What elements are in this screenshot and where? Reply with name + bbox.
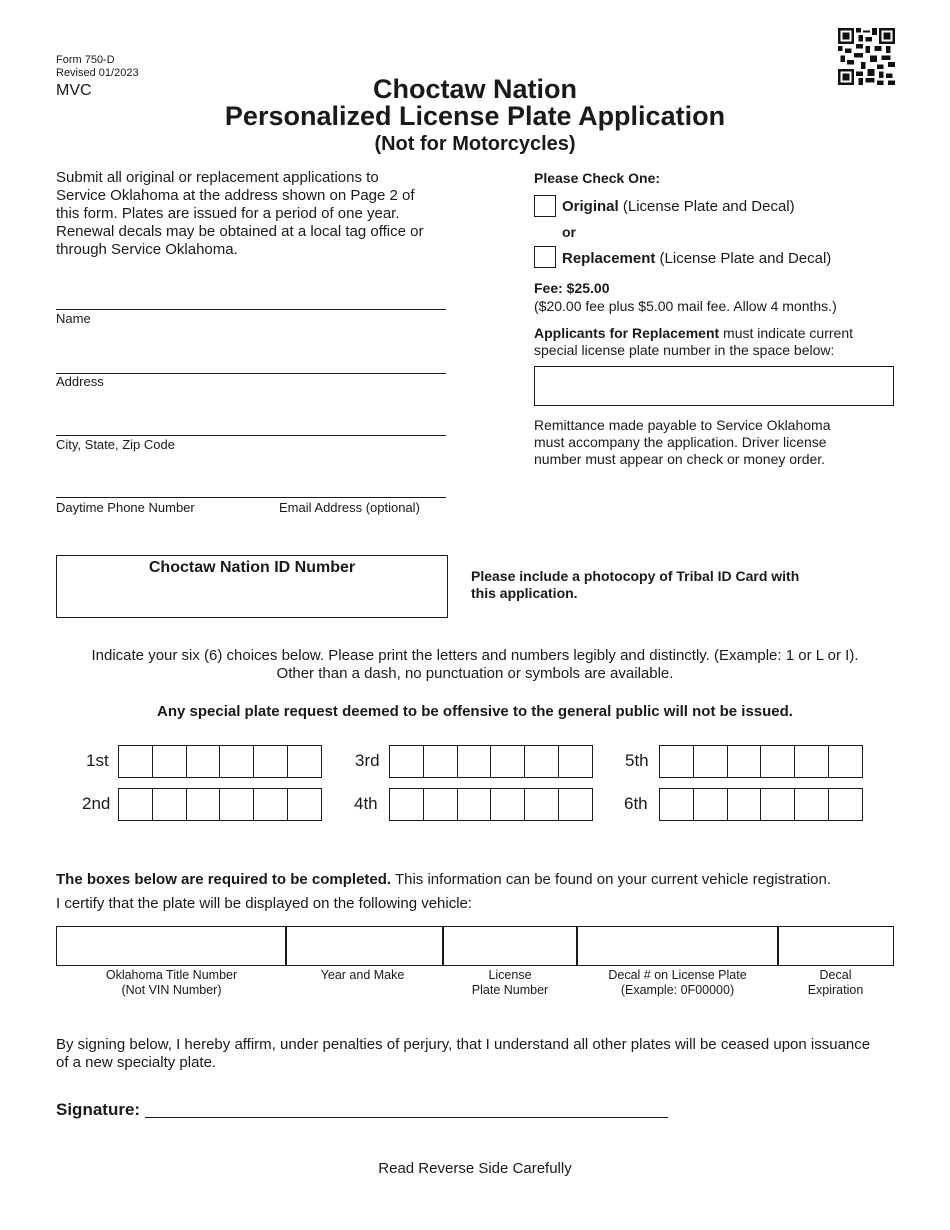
license-plate-label-line: Plate Number	[471, 983, 549, 997]
decal-number-label	[576, 968, 779, 998]
intro-line: Submit all original or replacement applications to	[56, 169, 379, 186]
intro-line: through Service Oklahoma.	[56, 241, 238, 258]
choices-instructions-line: Indicate your six (6) choices below. Please print the letters and numbers legibly and distinctly. (Example: 1 or L or I).	[91, 647, 859, 664]
original-bold: Original	[562, 198, 619, 215]
choice-5-input[interactable]	[659, 745, 863, 778]
form-number: Form 750-D	[56, 54, 115, 66]
intro-line: Service Oklahoma at the address shown on Page 2 of	[56, 187, 415, 204]
choice-label-6th: 6th	[624, 794, 648, 813]
division-label: MVC	[56, 82, 92, 99]
revised-date: Revised 01/2023	[56, 67, 139, 79]
current-plate-number-input[interactable]	[534, 366, 894, 406]
choice-label-5th: 5th	[625, 751, 649, 770]
replacement-instructions-bold: Applicants for Replacement	[534, 325, 720, 341]
year-make-label	[285, 968, 440, 983]
footer-note: Read Reverse Side Carefully	[378, 1160, 572, 1177]
decal-expiration-label-line: Expiration	[807, 983, 864, 997]
intro-line: Renewal decals may be obtained at a local tag office or	[56, 223, 424, 240]
replacement-rest: (License Plate and Decal)	[659, 250, 832, 267]
phone-label: Daytime Phone Number	[56, 500, 195, 515]
decal-expiration-input[interactable]	[777, 926, 894, 966]
offensive-warning: Any special plate request deemed to be offensive to the general public will not be issued.	[157, 703, 793, 720]
fee-detail: ($20.00 fee plus $5.00 mail fee. Allow 4 months.)	[534, 298, 837, 314]
replacement-instructions-line2: special license plate number in the space below:	[534, 342, 835, 358]
city-state-zip-label: City, State, Zip Code	[56, 437, 175, 452]
decal-number-label-line: (Example: 0F00000)	[620, 983, 735, 997]
year-make-label-line: Year and Make	[320, 968, 405, 982]
remittance-line: Remittance made payable to Service Oklahoma	[534, 417, 831, 433]
page-subtitle-note: (Not for Motorcycles)	[374, 133, 576, 155]
choices-instructions-line: Other than a dash, no punctuation or symbols are available.	[276, 665, 674, 682]
phone-email-field[interactable]	[56, 497, 446, 498]
signature-line[interactable]	[145, 1117, 668, 1118]
certify-text: I certify that the plate will be displayed on the following vehicle:	[56, 895, 473, 912]
choice-2-input[interactable]	[118, 788, 322, 821]
name-field[interactable]	[56, 309, 446, 310]
license-plate-label-line: License	[488, 968, 532, 982]
choices-instructions	[0, 647, 950, 683]
name-label: Name	[56, 311, 91, 326]
license-plate-number-label	[442, 968, 578, 998]
email-label: Email Address (optional)	[279, 500, 420, 515]
original-checkbox[interactable]	[534, 195, 556, 217]
title-number-input[interactable]	[56, 926, 287, 966]
tribal-id-note-line: Please include a photocopy of Tribal ID Card with	[471, 568, 800, 584]
or-label: or	[562, 224, 576, 240]
original-rest: (License Plate and Decal)	[622, 198, 795, 215]
fee-label: Fee: $25.00	[534, 280, 610, 296]
choice-label-4th: 4th	[354, 794, 378, 813]
remittance-text	[534, 417, 914, 468]
choctaw-id-label: Choctaw Nation ID Number	[148, 559, 356, 576]
remittance-line: number must appear on check or money order.	[534, 451, 826, 467]
affirmation-text	[56, 1036, 926, 1072]
choctaw-id-box[interactable]	[56, 555, 448, 618]
decal-number-label-line: Decal # on License Plate	[608, 968, 747, 982]
original-option-label	[562, 198, 795, 216]
affirmation-line: of a new specialty plate.	[56, 1054, 217, 1071]
qr-code-icon	[838, 28, 895, 85]
license-plate-number-input[interactable]	[442, 926, 578, 966]
replacement-instructions-rest: must indicate current	[719, 325, 853, 341]
choice-1-input[interactable]	[118, 745, 322, 778]
choice-label-2nd: 2nd	[82, 794, 111, 813]
decal-expiration-label-line: Decal	[819, 968, 852, 982]
vehicle-required-bold: The boxes below are required to be completed.	[56, 871, 392, 888]
replacement-option-label	[562, 250, 831, 268]
replacement-instructions	[534, 325, 914, 359]
replacement-checkbox[interactable]	[534, 246, 556, 268]
intro-text	[56, 169, 476, 259]
affirmation-line: By signing below, I hereby affirm, under penalties of perjury, that I understand all other plates will be ceased upon issuance	[56, 1036, 871, 1053]
decal-expiration-label	[777, 968, 894, 998]
choice-label-3rd: 3rd	[355, 751, 380, 770]
choice-6-input[interactable]	[659, 788, 863, 821]
choice-3-input[interactable]	[389, 745, 593, 778]
tribal-id-note-line: this application.	[471, 585, 578, 601]
address-label: Address	[56, 374, 104, 389]
vehicle-required-note	[56, 871, 936, 889]
vehicle-required-rest: This information can be found on your current vehicle registration.	[391, 871, 832, 888]
replacement-bold: Replacement	[562, 250, 656, 267]
intro-line: this form. Plates are issued for a period of one year.	[56, 205, 400, 222]
remittance-line: must accompany the application. Driver license	[534, 434, 827, 450]
city-state-zip-field[interactable]	[56, 435, 446, 436]
title-number-label	[56, 968, 287, 998]
choice-label-1st: 1st	[86, 751, 109, 770]
year-make-input[interactable]	[285, 926, 444, 966]
check-one-heading: Please Check One:	[534, 170, 661, 186]
title-number-label-line: (Not VIN Number)	[121, 983, 222, 997]
address-field[interactable]	[56, 373, 446, 374]
page-title: Choctaw Nation	[372, 74, 577, 104]
decal-number-input[interactable]	[576, 926, 779, 966]
tribal-id-note	[471, 568, 891, 602]
page-subtitle: Personalized License Plate Application	[224, 101, 726, 131]
title-number-label-line: Oklahoma Title Number	[105, 968, 238, 982]
choice-4-input[interactable]	[389, 788, 593, 821]
signature-label: Signature:	[56, 1100, 141, 1119]
